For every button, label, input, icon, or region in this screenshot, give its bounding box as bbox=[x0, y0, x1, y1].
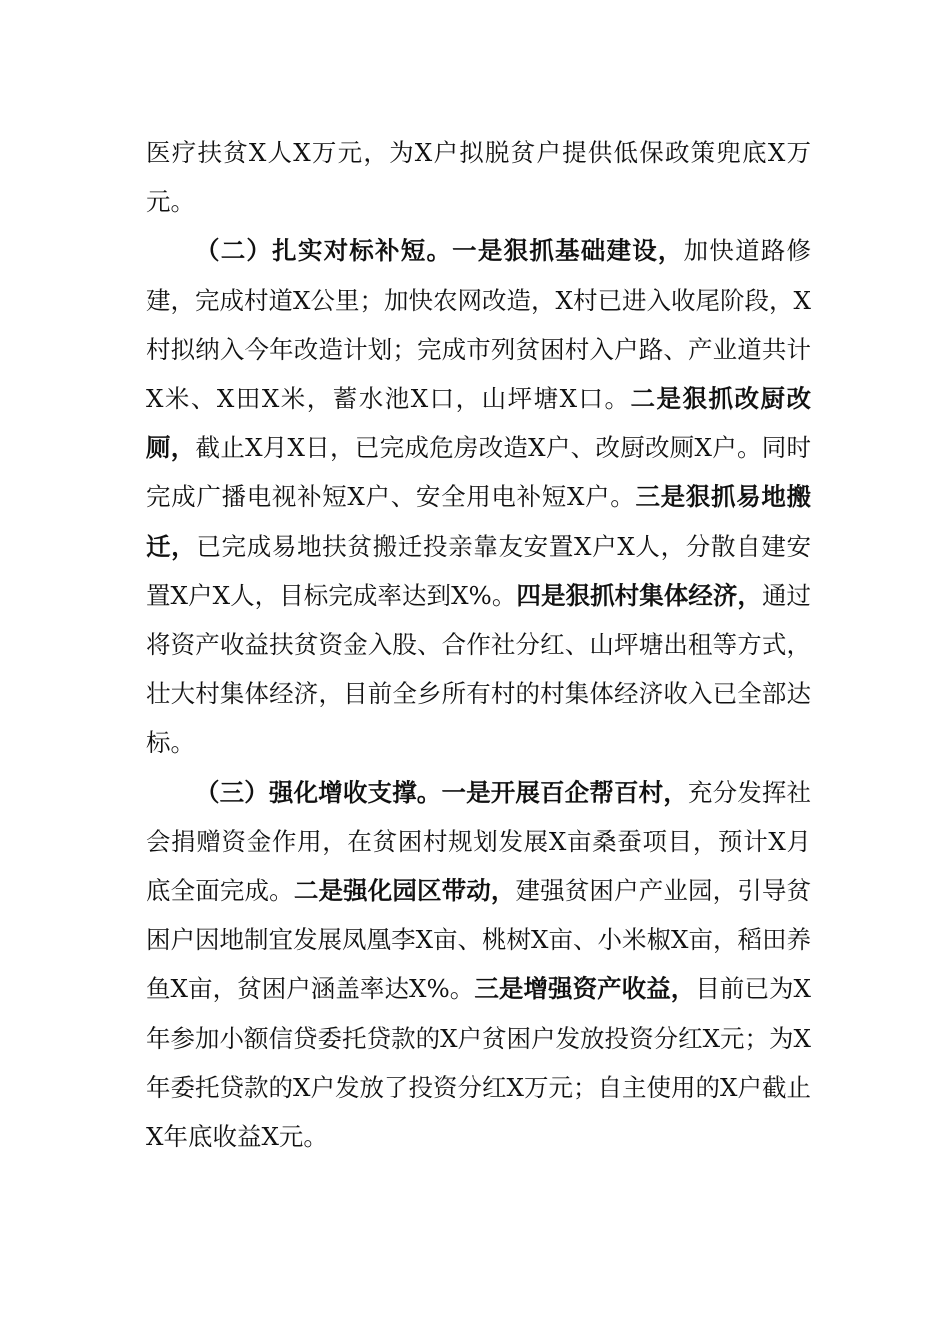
point-heading: 三是狠抓易地搬迁， bbox=[146, 482, 812, 561]
paragraph-2 bbox=[146, 226, 811, 767]
point-heading: 二是强化园区带动， bbox=[293, 876, 516, 906]
text-run: 医疗扶贫X人X万元，为X户拟脱贫户提供低保政策兜底X万元。 bbox=[146, 138, 811, 217]
paragraph-3 bbox=[146, 768, 811, 1162]
point-heading: 四是狠抓村集体经济， bbox=[516, 580, 762, 610]
text-run: 截止X月X日，已完成危房改造X户、改厨改厕X户。同时完成广播电视补短X户、安全用电补短X户。 bbox=[146, 433, 812, 512]
point-heading: 三是增强资产收益， bbox=[474, 974, 696, 1004]
text-run: 目前已为X年参加小额信贷委托贷款的X户贫困户发放投资分红X元；为X年委托贷款的X户发放了投资分红X万元；自主使用的X户截止X年底收益X元。 bbox=[146, 974, 811, 1152]
section-heading: （三）强化增收支撑。一是开展百企帮百村， bbox=[195, 777, 688, 807]
document-body bbox=[146, 128, 811, 1161]
text-run: 加快道路修建，完成村道X公里；加快农网改造，X村已进入收尾阶段，X村拟纳入今年改造计划；完成市列贫困村入户路、产业道共计X米、X田X米，蓄水池X口，山坪塘X口。 bbox=[146, 236, 812, 414]
section-heading: （二）扎实对标补短。一是狠抓基础建设， bbox=[195, 236, 684, 266]
text-run: 已完成易地扶贫搬迁投亲靠友安置X户X人，分散自建安置X户X人，目标完成率达到X%。 bbox=[146, 531, 811, 610]
text-run: 通过将资产收益扶贫资金入股、合作社分红、山坪塘出租等方式，壮大村集体经济，目前全乡所有村的村集体经济收入已全部达标。 bbox=[146, 580, 812, 758]
text-run: 建强贫困户产业园，引导贫困户因地制宜发展凤凰李X亩、桃树X亩、小米椒X亩，稻田养鱼X亩，贫困户涵盖率达X%。 bbox=[146, 876, 812, 1004]
paragraph-1 bbox=[146, 128, 811, 226]
text-run: 充分发挥社会捐赠资金作用，在贫困村规划发展X亩桑蚕项目，预计X月底全面完成。 bbox=[146, 777, 812, 906]
point-heading: 二是狠抓改厨改厕， bbox=[146, 384, 811, 463]
